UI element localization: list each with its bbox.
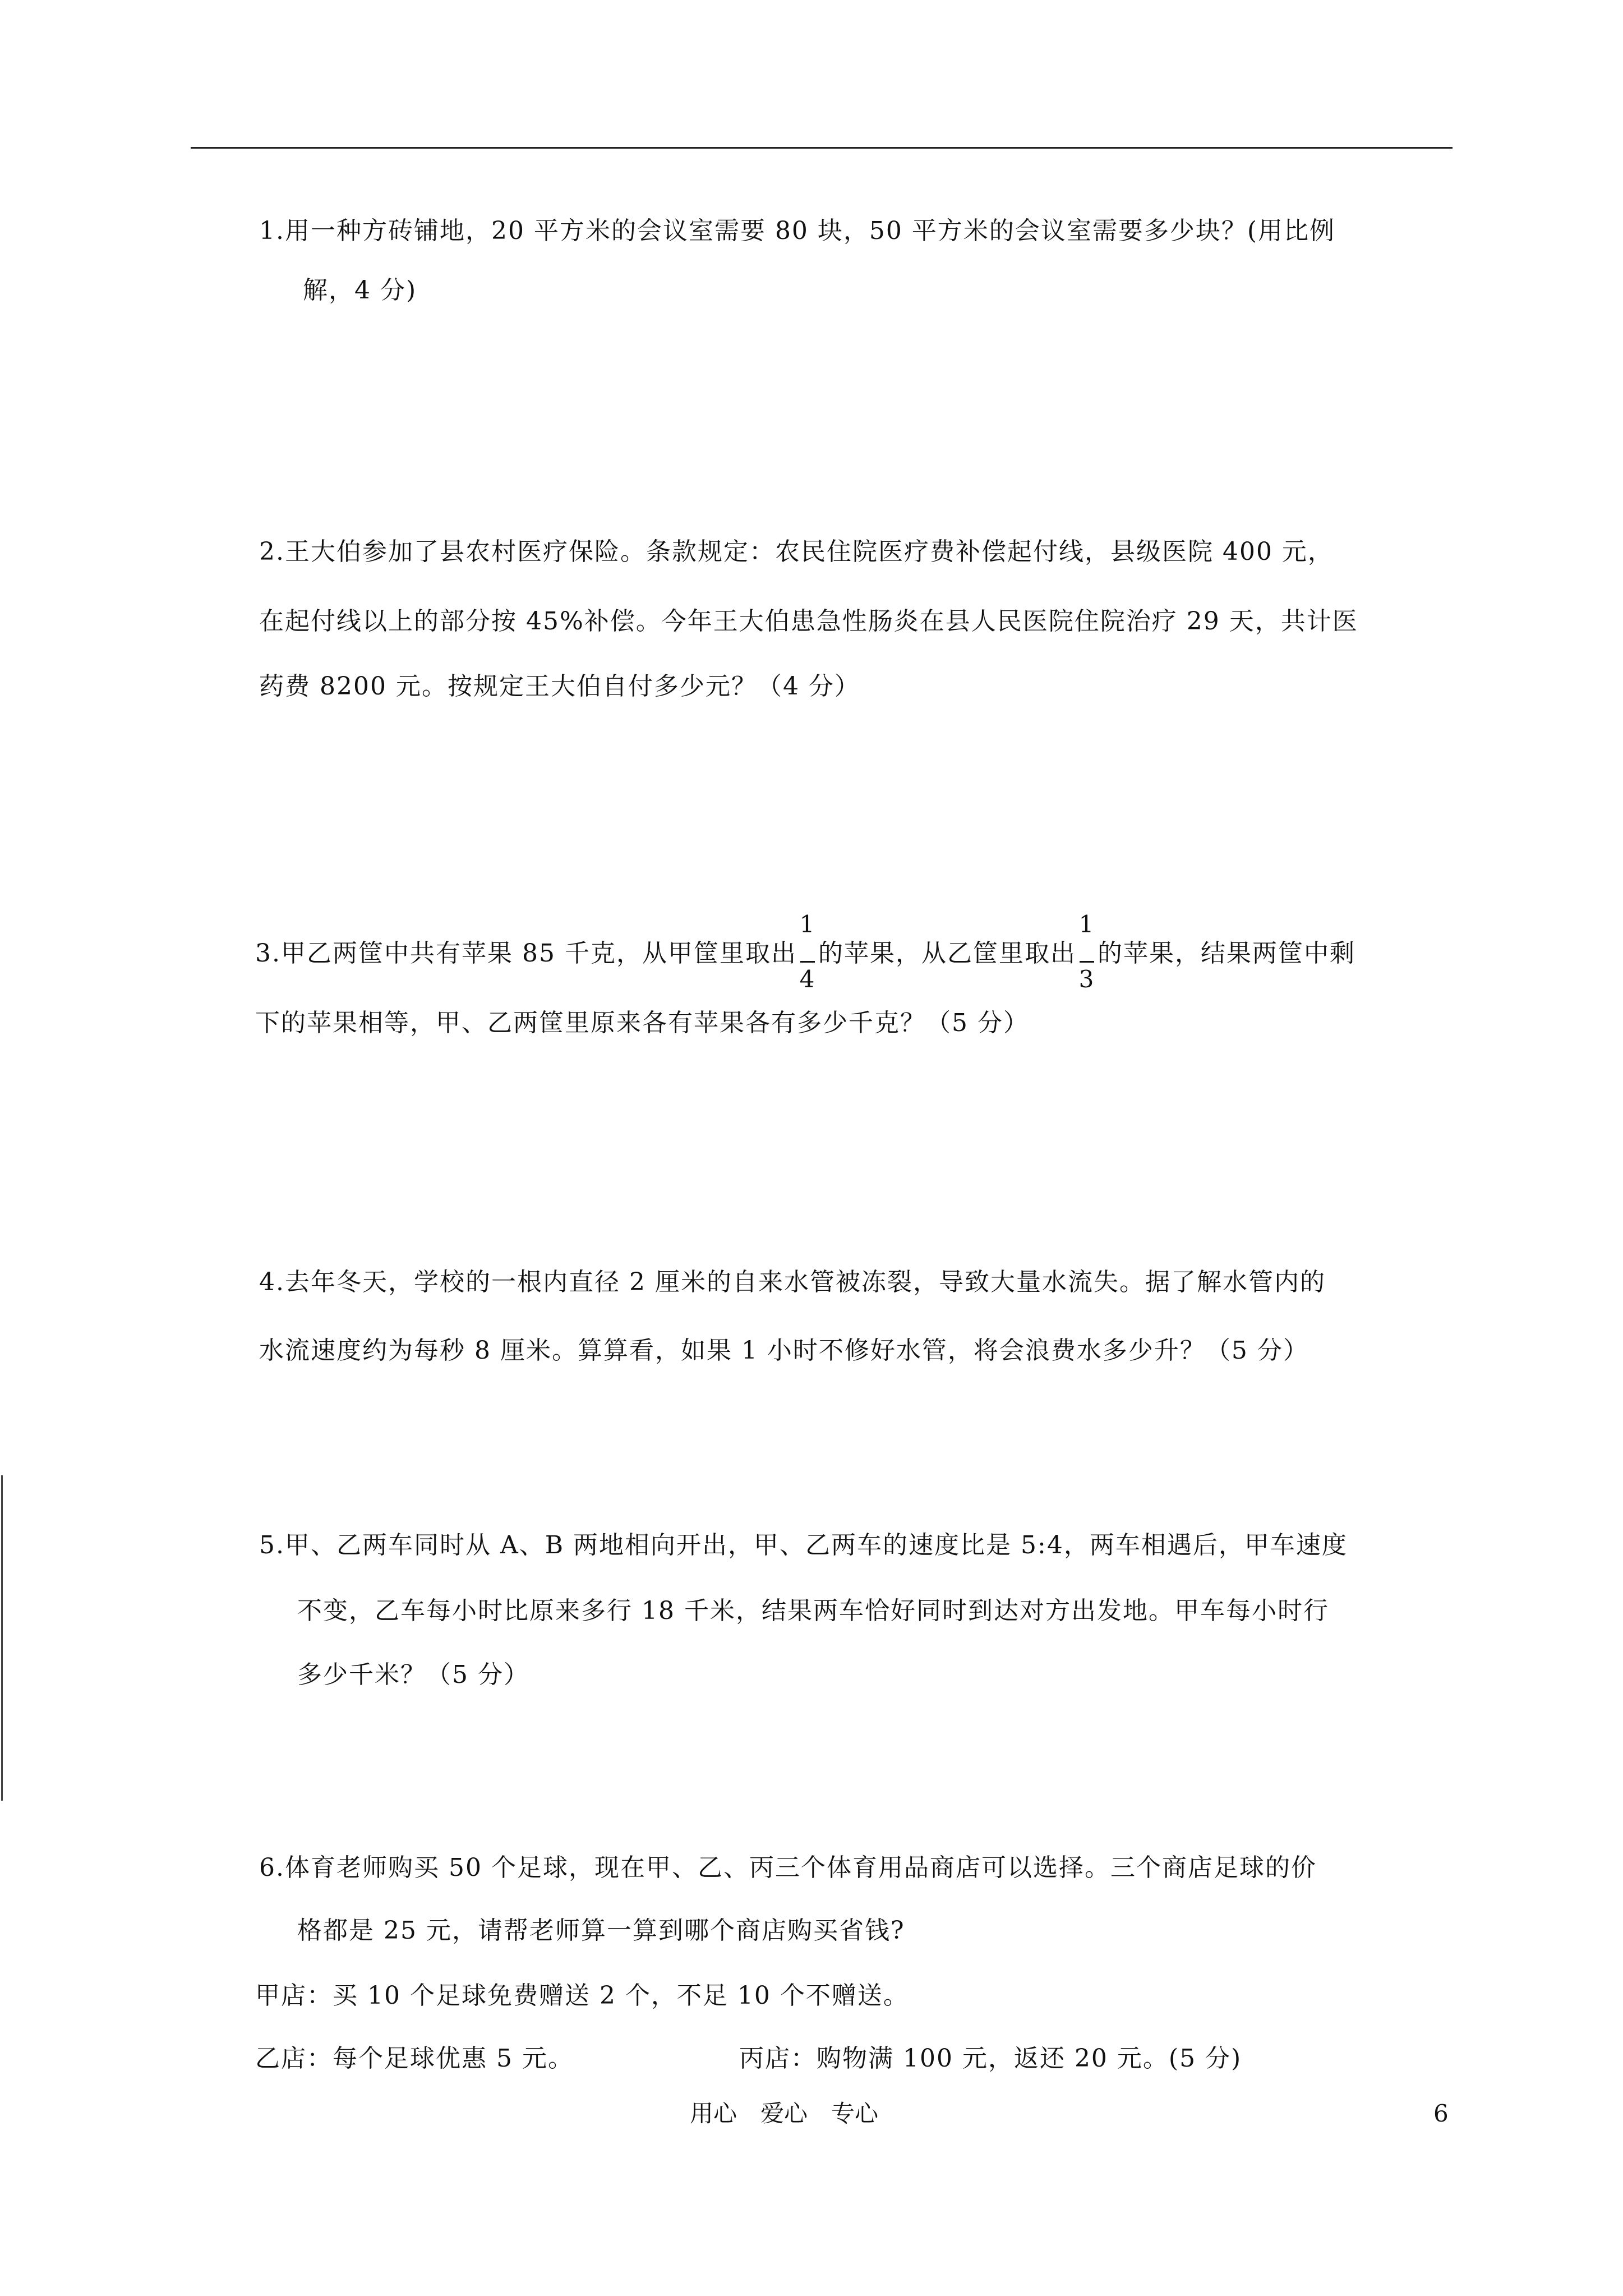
fraction-bar [1080,961,1094,963]
question-3-line-1 [255,910,1355,993]
question-1-line-1: 1.用一种方砖铺地，20 平方米的会议室需要 80 块，50 平方米的会议室需要多少块？(用比例 [259,217,1336,245]
question-6-line-1: 6.体育老师购买 50 个足球，现在甲、乙、丙三个体育用品商店可以选择。三个商店足球的价 [259,1853,1317,1882]
fraction-denominator: 3 [1078,965,1095,993]
question-1-line-2: 解，4 分) [303,276,417,305]
header-rule [191,147,1453,149]
fraction-numerator: 1 [1078,910,1095,938]
shop-a-offer: 甲店：买 10 个足球免费赠送 2 个，不足 10 个不赠送。 [255,1981,909,2010]
shop-b-offer: 乙店：每个足球优惠 5 元。 [255,2044,574,2073]
question-4-line-2: 水流速度约为每秒 8 厘米。算算看，如果 1 小时不修好水管，将会浪费水多少升？（5 分） [259,1336,1309,1365]
question-2-line-2: 在起付线以上的部分按 45%补偿。今年王大伯患急性肠炎在县人民医院住院治疗 29 天，共计医 [259,607,1358,636]
footer-motto: 用心 爱心 专心 [690,2100,879,2127]
page-number: 6 [1433,2100,1449,2127]
question-3-text-a: 3.甲乙两筐中共有苹果 85 千克，从甲筐里取出 [255,939,797,968]
fraction-one-quarter [799,910,816,993]
question-3-text-b: 的苹果，从乙筐里取出 [818,939,1076,968]
fraction-one-third [1078,910,1095,993]
question-2-line-3: 药费 8200 元。按规定王大伯自付多少元？（4 分） [259,672,860,701]
fraction-numerator: 1 [799,910,816,938]
question-5-line-2: 不变，乙车每小时比原来多行 18 千米，结果两车恰好同时到达对方出发地。甲车每小时行 [297,1596,1329,1625]
shop-c-offer: 丙店：购物满 100 元，返还 20 元。(5 分) [739,2044,1242,2073]
question-5-line-1: 5.甲、乙两车同时从 A、B 两地相向开出，甲、乙两车的速度比是 5:4，两车相遇后，甲车速度 [259,1531,1348,1559]
question-5-line-3: 多少千米？（5 分） [297,1660,529,1689]
question-6-line-2: 格都是 25 元，请帮老师算一算到哪个商店购买省钱? [297,1916,905,1945]
question-3-text-c: 的苹果，结果两筐中剩 [1097,939,1355,968]
question-3-line-2: 下的苹果相等，甲、乙两筐里原来各有苹果各有多少千克？（5 分） [255,1009,1029,1037]
question-4-line-1: 4.去年冬天，学校的一根内直径 2 厘米的自来水管被冻裂，导致大量水流失。据了解水管内的 [259,1268,1326,1296]
fraction-bar [800,961,815,963]
fraction-denominator: 4 [799,965,816,993]
question-2-line-1: 2.王大伯参加了县农村医疗保险。条款规定：农民住院医疗费补偿起付线，县级医院 400 元， [259,537,1334,566]
margin-rule [1,1475,3,1801]
